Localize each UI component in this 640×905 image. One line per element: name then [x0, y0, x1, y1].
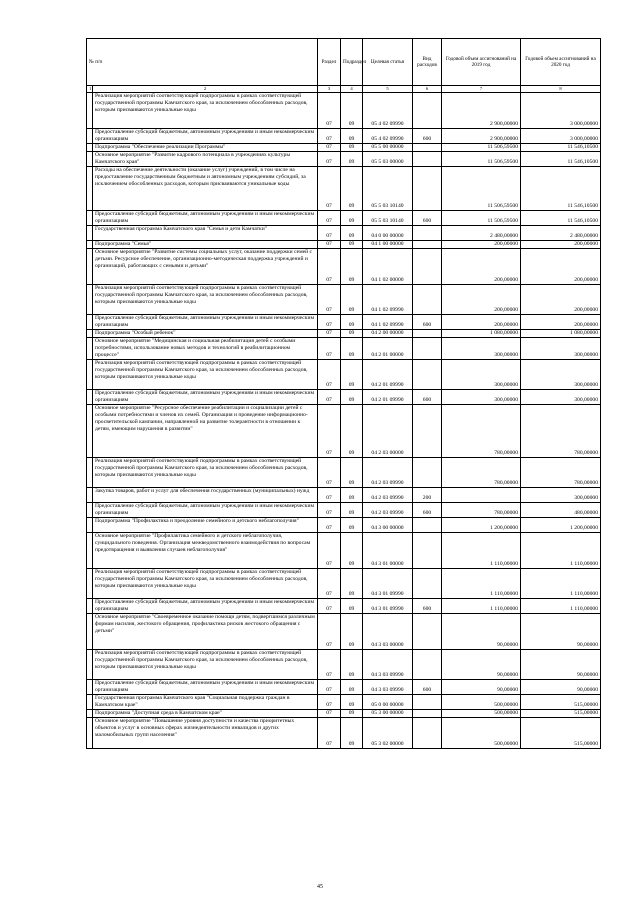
row-razdel-cell: 07	[318, 249, 341, 285]
row-2019-cell: 200,00000	[442, 315, 521, 330]
row-razdel-cell: 07	[318, 226, 341, 241]
row-razdel-cell: 07	[318, 360, 341, 390]
row-vid-cell	[413, 710, 442, 718]
row-2020-cell: 90,00000	[521, 614, 601, 650]
header-vid: Вид расходов	[413, 39, 442, 86]
row-name-cell: Предоставление субсидий бюджетным, автономным учреждениям и иным некоммерческим организациям	[93, 315, 318, 330]
row-vid-cell	[413, 152, 442, 167]
row-podrazdel-cell: 09	[341, 249, 363, 285]
row-2019-cell: 500,00000	[442, 710, 521, 718]
row-target-cell: 04 1 02 09990	[363, 315, 413, 330]
row-name-cell: Основное мероприятие "Своевременное оказание помощи детям, подвергшимся различным формам насилия, жестокого обращения, профилактика рисков жестокого обращения с детьми"	[93, 614, 318, 650]
header-razdel: Раздел	[318, 39, 341, 86]
row-target-cell: 04 3 03 09990	[363, 650, 413, 680]
budget-sheet	[86, 38, 600, 749]
row-target-cell: 05 5 03 00000	[363, 152, 413, 167]
row-podrazdel-cell: 09	[341, 93, 363, 129]
row-2019-cell: 1 110,00000	[442, 569, 521, 599]
row-podrazdel-cell: 09	[341, 144, 363, 152]
row-2019-cell: 90,00000	[442, 650, 521, 680]
row-name-cell: Реализация мероприятий соответствующей подпрограммы в рамках соответствующей государственной программы Камчатского края, за исключением обособленных расходов, которым присваиваются уникальные коды	[93, 569, 318, 599]
row-name-cell: Государственная программа Камчатского края "Семья и дети Камчатки"	[93, 226, 318, 241]
row-razdel-cell: 07	[318, 650, 341, 680]
row-target-cell: 04 2 03 09990	[363, 503, 413, 518]
row-podrazdel-cell: 09	[341, 152, 363, 167]
index-cell: 8	[521, 86, 601, 93]
row-razdel-cell: 07	[318, 167, 341, 211]
row-2020-cell: 1 080,00000	[521, 330, 601, 338]
row-vid-cell	[413, 249, 442, 285]
row-razdel-cell: 07	[318, 710, 341, 718]
row-podrazdel-cell: 09	[341, 569, 363, 599]
row-target-cell: 04 2 01 00000	[363, 338, 413, 360]
budget-table	[86, 38, 601, 749]
row-podrazdel-cell: 09	[341, 211, 363, 226]
row-podrazdel-cell: 09	[341, 241, 363, 249]
row-name-cell: Реализация мероприятий соответствующей подпрограммы в рамках соответствующей государственной программы Камчатского края, за исключением обособленных расходов, которым присваиваются уникальные коды	[93, 285, 318, 315]
table-row	[87, 241, 601, 249]
table-row	[87, 518, 601, 533]
row-2020-cell: 1 110,00000	[521, 569, 601, 599]
table-row	[87, 718, 601, 749]
header-2019: Годовой объем ассигнований на 2019 год	[442, 39, 521, 86]
row-2020-cell: 11 546,10500	[521, 211, 601, 226]
row-vid-cell: 600	[413, 211, 442, 226]
row-target-cell: 05 5 03 10140	[363, 211, 413, 226]
row-2020-cell: 200,00000	[521, 249, 601, 285]
row-target-cell: 05 4 02 09990	[363, 129, 413, 144]
row-name-cell: Предоставление субсидий бюджетным, автономным учреждениям и иным некоммерческим организациям	[93, 211, 318, 226]
row-2019-cell: 200,00000	[442, 249, 521, 285]
row-podrazdel-cell: 09	[341, 599, 363, 614]
row-name-cell: Реализация мероприятий соответствующей подпрограммы в рамках соответствующей государственной программы Камчатского края, за исключением обособленных расходов, которым присваиваются уникальные коды	[93, 458, 318, 488]
row-2019-cell: 11 506,59500	[442, 211, 521, 226]
row-name-cell: Предоставление субсидий бюджетным, автономным учреждениям и иным некоммерческим организациям	[93, 503, 318, 518]
table-header-row	[87, 39, 601, 86]
row-name-cell: Предоставление субсидий бюджетным, автономным учреждениям и иным некоммерческим организациям	[93, 390, 318, 405]
row-2019-cell: 200,00000	[442, 285, 521, 315]
row-name-cell: Реализация мероприятий соответствующей подпрограммы в рамках соответствующей государственной программы Камчатского края, за исключением обособленных расходов, которым присваиваются уникальные коды	[93, 650, 318, 680]
row-podrazdel-cell: 09	[341, 390, 363, 405]
row-podrazdel-cell: 09	[341, 533, 363, 569]
row-vid-cell: 600	[413, 315, 442, 330]
row-name-cell: Государственная программа Камчатского края "Социальная поддержка граждан в Камчатском крае"	[93, 695, 318, 710]
table-row	[87, 599, 601, 614]
row-target-cell: 04 3 01 09990	[363, 599, 413, 614]
row-vid-cell	[413, 458, 442, 488]
row-vid-cell	[413, 614, 442, 650]
table-row	[87, 315, 601, 330]
index-cell: 2	[93, 86, 318, 93]
table-row	[87, 360, 601, 390]
row-target-cell: 04 3 03 09990	[363, 680, 413, 695]
row-name-cell: Подпрограмма "Профилактика и преодоление семейного и детского неблагополучия"	[93, 518, 318, 533]
row-vid-cell	[413, 360, 442, 390]
row-2020-cell: 515,00000	[521, 710, 601, 718]
row-name-cell: Основное мероприятие "Развитие кадрового потенциала в учреждениях культуры Камчатского края"	[93, 152, 318, 167]
row-2019-cell: 500,00000	[442, 695, 521, 710]
table-row	[87, 680, 601, 695]
table-row	[87, 129, 601, 144]
row-name-cell: Основное мероприятие "Ресурсное обеспечение реабилитации и социализации детей с особыми потребностями и членов их семей. Организация и проведение информационно-просветительской кампании, направленной на развитие толерантности в отношении к детям, имеющим нарушения в развитии"	[93, 405, 318, 458]
row-name-cell: Расходы на обеспечение деятельности (оказание услуг) учреждений, в том числе на предоставление государственным бюджетным и автономным учреждениям субсидий, за исключением обособленных расходов, которым присваиваются уникальные коды	[93, 167, 318, 211]
row-target-cell: 04 0 00 00000	[363, 226, 413, 241]
row-podrazdel-cell: 09	[341, 405, 363, 458]
row-vid-cell: 600	[413, 503, 442, 518]
row-2019-cell: 1 110,00000	[442, 533, 521, 569]
row-2020-cell: 480,00000	[521, 503, 601, 518]
row-vid-cell: 200	[413, 488, 442, 503]
row-razdel-cell: 07	[318, 330, 341, 338]
row-2019-cell: 11 506,59500	[442, 167, 521, 211]
index-cell: 6	[413, 86, 442, 93]
row-2020-cell: 515,00000	[521, 695, 601, 710]
table-row	[87, 226, 601, 241]
row-2020-cell: 200,00000	[521, 285, 601, 315]
row-target-cell: 04 3 01 00000	[363, 533, 413, 569]
row-podrazdel-cell: 09	[341, 129, 363, 144]
row-vid-cell	[413, 330, 442, 338]
row-razdel-cell: 07	[318, 338, 341, 360]
table-row	[87, 503, 601, 518]
index-cell: 7	[442, 86, 521, 93]
row-2019-cell: 780,00000	[442, 458, 521, 488]
row-2019-cell: 300,00000	[442, 338, 521, 360]
header-podrazdel: Подраздел	[341, 39, 363, 86]
row-2020-cell: 11 546,10500	[521, 144, 601, 152]
header-target: Целевая статья	[363, 39, 413, 86]
row-vid-cell	[413, 338, 442, 360]
row-razdel-cell: 07	[318, 315, 341, 330]
row-vid-cell	[413, 533, 442, 569]
row-vid-cell: 600	[413, 680, 442, 695]
row-podrazdel-cell: 09	[341, 614, 363, 650]
row-target-cell: 04 2 03 00000	[363, 405, 413, 458]
row-2020-cell: 300,00000	[521, 488, 601, 503]
row-target-cell: 04 2 01 09990	[363, 390, 413, 405]
row-target-cell: 04 1 02 00000	[363, 249, 413, 285]
row-razdel-cell: 07	[318, 144, 341, 152]
row-vid-cell	[413, 285, 442, 315]
row-razdel-cell: 07	[318, 614, 341, 650]
row-vid-cell	[413, 650, 442, 680]
row-target-cell: 05 5 03 10140	[363, 167, 413, 211]
row-2020-cell: 3 000,00000	[521, 129, 601, 144]
table-row	[87, 285, 601, 315]
table-row	[87, 614, 601, 650]
row-2020-cell: 1 200,00000	[521, 518, 601, 533]
row-2020-cell: 11 546,10500	[521, 167, 601, 211]
row-razdel-cell: 07	[318, 390, 341, 405]
row-name-cell: Предоставление субсидий бюджетным, автономным учреждениям и иным некоммерческим организациям	[93, 599, 318, 614]
table-row	[87, 710, 601, 718]
table-row	[87, 569, 601, 599]
row-vid-cell	[413, 695, 442, 710]
row-name-cell: Основное мероприятие "Развитие системы социальных услуг, оказание поддержки семей с детьми. Ресурсное обеспечение, организационно-методическая поддержка учреждений и организаций, работающих с семьями и детьми"	[93, 249, 318, 285]
row-razdel-cell: 07	[318, 285, 341, 315]
row-name-cell: Основное мероприятие "Повышение уровня доступности и качества приоритетных объектов и услуг в основных сферах жизнедеятельности инвалидов и других маломобильных групп населения"	[93, 718, 318, 749]
table-row	[87, 144, 601, 152]
row-vid-cell: 600	[413, 599, 442, 614]
table-row	[87, 93, 601, 129]
row-target-cell: 04 3 00 00000	[363, 518, 413, 533]
row-2019-cell: 2 480,00000	[442, 226, 521, 241]
row-razdel-cell: 07	[318, 152, 341, 167]
row-podrazdel-cell: 09	[341, 650, 363, 680]
row-2019-cell: 780,00000	[442, 405, 521, 458]
row-vid-cell	[413, 241, 442, 249]
row-2020-cell: 300,00000	[521, 390, 601, 405]
row-target-cell: 04 3 01 09990	[363, 569, 413, 599]
row-vid-cell	[413, 144, 442, 152]
row-2020-cell: 300,00000	[521, 360, 601, 390]
index-cell: 4	[341, 86, 363, 93]
row-2019-cell: 200,00000	[442, 241, 521, 249]
header-2020: Годовой объем ассигнований на 2020 год	[521, 39, 601, 86]
row-target-cell: 04 2 03 09990	[363, 488, 413, 503]
row-2020-cell: 200,00000	[521, 241, 601, 249]
table-row	[87, 695, 601, 710]
row-2019-cell: 1 200,00000	[442, 518, 521, 533]
row-name-cell: Подпрограмма "Обеспечение реализации Программы"	[93, 144, 318, 152]
table-row	[87, 488, 601, 503]
row-vid-cell	[413, 569, 442, 599]
row-razdel-cell: 07	[318, 695, 341, 710]
row-2020-cell: 90,00000	[521, 650, 601, 680]
row-razdel-cell: 07	[318, 488, 341, 503]
row-target-cell: 05 4 02 09990	[363, 93, 413, 129]
row-2019-cell: 780,00000	[442, 503, 521, 518]
row-name-cell: Предоставление субсидий бюджетным, автономным учреждениям и иным некоммерческим организациям	[93, 680, 318, 695]
row-2019-cell: 11 506,59500	[442, 152, 521, 167]
row-razdel-cell: 07	[318, 518, 341, 533]
row-podrazdel-cell: 09	[341, 226, 363, 241]
row-target-cell: 04 2 00 00000	[363, 330, 413, 338]
row-2020-cell: 1 110,00000	[521, 533, 601, 569]
row-target-cell: 05 3 02 00000	[363, 718, 413, 749]
row-2019-cell: 2 900,00000	[442, 93, 521, 129]
row-podrazdel-cell: 09	[341, 167, 363, 211]
row-razdel-cell: 07	[318, 405, 341, 458]
row-target-cell: 05 5 00 00000	[363, 144, 413, 152]
table-row	[87, 458, 601, 488]
row-2020-cell: 200,00000	[521, 315, 601, 330]
row-2020-cell: 515,00000	[521, 718, 601, 749]
row-podrazdel-cell: 09	[341, 503, 363, 518]
row-name-cell: Основное мероприятие "Профилактика семейного и детского неблагополучия, суицидального поведения. Организация межведомственного взаимодействия по вопросам предотвращения и выявления случаев неблагополучия"	[93, 533, 318, 569]
row-razdel-cell: 07	[318, 680, 341, 695]
table-row	[87, 650, 601, 680]
row-razdel-cell: 07	[318, 569, 341, 599]
row-2019-cell: 500,00000	[442, 718, 521, 749]
row-podrazdel-cell: 09	[341, 518, 363, 533]
row-name-cell: Реализация мероприятий соответствующей подпрограммы в рамках соответствующей государственной программы Камчатского края, за исключением обособленных расходов, которым присваиваются уникальные коды	[93, 93, 318, 129]
row-razdel-cell: 07	[318, 458, 341, 488]
row-name-cell: Подпрограмма "Семья"	[93, 241, 318, 249]
row-2019-cell: 300,00000	[442, 390, 521, 405]
row-2020-cell: 1 110,00000	[521, 599, 601, 614]
row-2019-cell: 90,00000	[442, 614, 521, 650]
row-2020-cell: 300,00000	[521, 338, 601, 360]
row-target-cell: 04 1 00 00000	[363, 241, 413, 249]
table-row	[87, 390, 601, 405]
row-2019-cell: 300,00000	[442, 360, 521, 390]
row-vid-cell	[413, 405, 442, 458]
row-2020-cell: 2 480,00000	[521, 226, 601, 241]
row-vid-cell	[413, 93, 442, 129]
table-row	[87, 167, 601, 211]
row-podrazdel-cell: 09	[341, 315, 363, 330]
table-row	[87, 405, 601, 458]
row-2020-cell: 780,00000	[521, 405, 601, 458]
row-2019-cell: 1 080,00000	[442, 330, 521, 338]
row-vid-cell	[413, 518, 442, 533]
row-razdel-cell: 07	[318, 718, 341, 749]
row-podrazdel-cell: 09	[341, 680, 363, 695]
row-vid-cell: 600	[413, 390, 442, 405]
row-vid-cell	[413, 226, 442, 241]
row-podrazdel-cell: 09	[341, 695, 363, 710]
row-name-cell: Подпрограмма "Доступная среда в Камчатском крае"	[93, 710, 318, 718]
row-vid-cell	[413, 718, 442, 749]
row-podrazdel-cell: 09	[341, 338, 363, 360]
row-razdel-cell: 07	[318, 503, 341, 518]
row-2020-cell: 3 000,00000	[521, 93, 601, 129]
table-row	[87, 152, 601, 167]
table-row	[87, 330, 601, 338]
row-podrazdel-cell: 09	[341, 285, 363, 315]
column-index-row	[87, 86, 601, 93]
header-num: № п/п	[87, 39, 318, 86]
row-2019-cell: 11 506,59500	[442, 144, 521, 152]
table-row	[87, 211, 601, 226]
table-row	[87, 533, 601, 569]
row-2020-cell: 90,00000	[521, 680, 601, 695]
row-name-cell: Подпрограмма "Особый ребенок"	[93, 330, 318, 338]
row-name-cell: Закупка товаров, работ и услуг для обеспечения государственных (муниципальных) нужд	[93, 488, 318, 503]
row-2019-cell: 2 900,00000	[442, 129, 521, 144]
row-razdel-cell: 07	[318, 129, 341, 144]
row-name-cell: Основное мероприятие "Медицинская и социальная реабилитация детей с особыми потребностями, использование новых методов и технологий в реабилитационном процессе"	[93, 338, 318, 360]
row-podrazdel-cell: 09	[341, 710, 363, 718]
table-row	[87, 338, 601, 360]
row-razdel-cell: 07	[318, 533, 341, 569]
row-2020-cell: 11 546,10500	[521, 152, 601, 167]
index-cell: 3	[318, 86, 341, 93]
row-vid-cell: 600	[413, 129, 442, 144]
index-cell: 1	[87, 86, 93, 93]
row-razdel-cell: 07	[318, 211, 341, 226]
row-podrazdel-cell: 09	[341, 488, 363, 503]
row-vid-cell	[413, 167, 442, 211]
row-podrazdel-cell: 09	[341, 718, 363, 749]
row-target-cell: 05 3 00 00000	[363, 710, 413, 718]
row-2019-cell: 90,00000	[442, 680, 521, 695]
row-target-cell: 04 2 03 09990	[363, 458, 413, 488]
row-name-cell: Предоставление субсидий бюджетным, автономным учреждениям и иным некоммерческим организациям	[93, 129, 318, 144]
row-razdel-cell: 07	[318, 599, 341, 614]
row-target-cell: 05 0 00 00000	[363, 695, 413, 710]
row-podrazdel-cell: 09	[341, 330, 363, 338]
index-cell: 5	[363, 86, 413, 93]
row-2019-cell: 1 110,00000	[442, 599, 521, 614]
row-razdel-cell: 07	[318, 93, 341, 129]
row-name-cell: Реализация мероприятий соответствующей подпрограммы в рамках соответствующей государственной программы Камчатского края, за исключением обособленных расходов, которым присваиваются уникальные коды	[93, 360, 318, 390]
row-razdel-cell: 07	[318, 241, 341, 249]
row-target-cell: 04 3 03 00000	[363, 614, 413, 650]
row-2019-cell	[442, 488, 521, 503]
table-row	[87, 249, 601, 285]
row-2020-cell: 780,00000	[521, 458, 601, 488]
row-target-cell: 04 2 01 09990	[363, 360, 413, 390]
page-number: 45	[317, 884, 323, 890]
row-podrazdel-cell: 09	[341, 458, 363, 488]
row-target-cell: 04 1 02 09990	[363, 285, 413, 315]
row-podrazdel-cell: 09	[341, 360, 363, 390]
